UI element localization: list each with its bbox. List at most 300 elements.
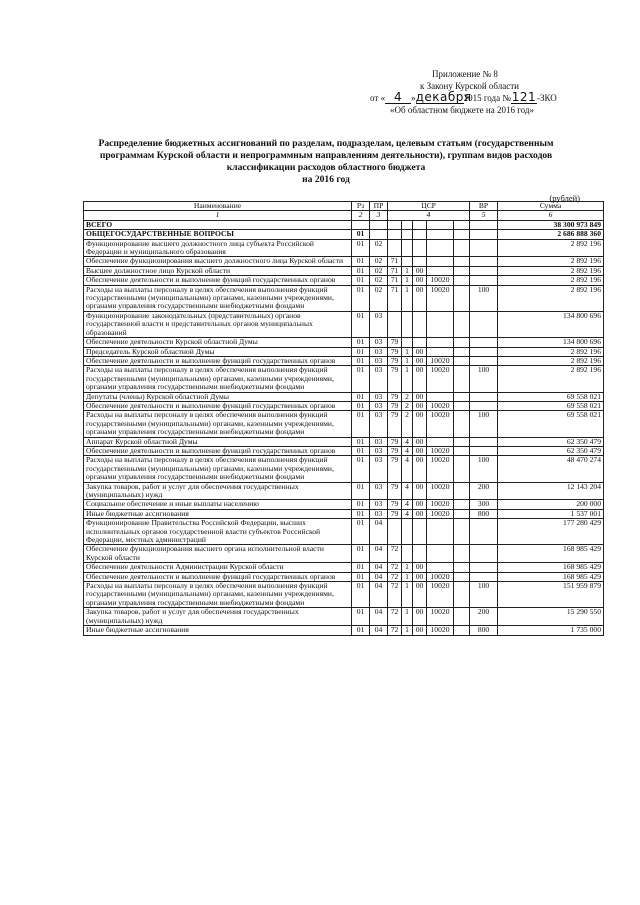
row-vr — [470, 519, 498, 545]
row-csr-direction: 10020 — [427, 626, 454, 635]
row-name: Обеспечение деятельности Курской областной Думы — [84, 338, 352, 347]
row-vr: 100 — [470, 411, 498, 437]
document-title — [80, 138, 572, 186]
row-csr-direction — [427, 257, 454, 266]
row-csr-main-event: 00 — [413, 572, 427, 581]
row-csr-extra — [454, 519, 470, 545]
row-sum: 12 143 204 — [498, 482, 604, 500]
row-vr: 800 — [470, 626, 498, 635]
row-csr-subprogram: 4 — [402, 446, 413, 455]
row-name: ОБЩЕГОСУДАРСТВЕННЫЕ ВОПРОСЫ — [84, 230, 352, 239]
row-csr-direction — [427, 392, 454, 401]
row-csr-extra — [454, 285, 470, 311]
row-name: Обеспечение функционирования высшего должностного лица Курской области — [84, 257, 352, 266]
row-sum: 38 300 973 849 — [498, 220, 604, 229]
row-csr-extra — [454, 266, 470, 275]
row-pr: 04 — [370, 572, 388, 581]
row-pr: 03 — [370, 392, 388, 401]
row-csr-subprogram — [402, 519, 413, 545]
row-csr-direction: 10020 — [427, 446, 454, 455]
row-pr: 04 — [370, 519, 388, 545]
row-name: Иные бюджетные ассигнования — [84, 509, 352, 518]
row-pr: 04 — [370, 545, 388, 563]
row-pr: 03 — [370, 500, 388, 509]
row-pr: 03 — [370, 338, 388, 347]
row-csr-main-event — [413, 545, 427, 563]
row-pr: 03 — [370, 356, 388, 365]
row-name: Обеспечение деятельности и выполнение функций государственных органов — [84, 356, 352, 365]
row-csr-direction — [427, 220, 454, 229]
row-csr-program: 79 — [388, 347, 402, 356]
row-vr: 200 — [470, 608, 498, 626]
header-vr: ВР — [470, 202, 498, 211]
row-name: Расходы на выплаты персоналу в целях обеспечения выполнения функций государственными (муниципальными) органами, казенными учреждениями, органами управления государственными внебюджетными фондами — [84, 456, 352, 482]
row-pr: 03 — [370, 311, 388, 337]
row-csr-program: 72 — [388, 608, 402, 626]
row-pr: 04 — [370, 563, 388, 572]
row-vr — [470, 220, 498, 229]
row-csr-main-event: 00 — [413, 356, 427, 365]
law-number: 121 — [511, 90, 537, 104]
row-vr — [470, 572, 498, 581]
row-name: Закупка товаров, работ и услуг для обеспечения государственных (муниципальных) нужд — [84, 482, 352, 500]
row-name: Обеспечение деятельности и выполнение функций государственных органов — [84, 572, 352, 581]
row-rz: 01 — [352, 563, 370, 572]
row-csr-direction — [427, 563, 454, 572]
table-row — [84, 446, 604, 455]
units-label: (рублей) — [549, 193, 580, 203]
row-csr-program: 79 — [388, 446, 402, 455]
table-header-row — [84, 202, 604, 211]
row-csr-main-event — [413, 257, 427, 266]
row-csr-program: 72 — [388, 563, 402, 572]
row-csr-main-event: 00 — [413, 563, 427, 572]
row-sum: 2 892 196 — [498, 366, 604, 392]
row-csr-program: 71 — [388, 285, 402, 311]
row-pr: 03 — [370, 411, 388, 437]
row-sum: 62 350 479 — [498, 446, 604, 455]
row-rz: 01 — [352, 347, 370, 356]
row-name: Функционирование законодательных (представительных) органов государственной власти и представительных органов муниципальных образований — [84, 311, 352, 337]
row-csr-extra — [454, 500, 470, 509]
row-csr-subprogram: 1 — [402, 572, 413, 581]
table-row — [84, 276, 604, 285]
row-name: Закупка товаров, работ и услуг для обеспечения государственных (муниципальных) нужд — [84, 608, 352, 626]
table-row — [84, 482, 604, 500]
row-csr-subprogram: 1 — [402, 608, 413, 626]
row-sum: 134 800 696 — [498, 311, 604, 337]
row-rz: 01 — [352, 276, 370, 285]
table-body — [84, 220, 604, 635]
row-rz: 01 — [352, 582, 370, 608]
row-csr-extra — [454, 356, 470, 365]
row-vr — [470, 401, 498, 410]
col-number-vr: 5 — [470, 211, 498, 220]
row-csr-main-event: 00 — [413, 366, 427, 392]
row-rz: 01 — [352, 285, 370, 311]
row-csr-direction: 10020 — [427, 456, 454, 482]
row-csr-subprogram — [402, 239, 413, 257]
header-csr: ЦСР — [388, 202, 470, 211]
row-csr-main-event: 00 — [413, 347, 427, 356]
row-pr: 03 — [370, 437, 388, 446]
row-csr-subprogram: 1 — [402, 582, 413, 608]
row-csr-program: 72 — [388, 582, 402, 608]
row-csr-direction: 10020 — [427, 285, 454, 311]
row-rz: 01 — [352, 500, 370, 509]
row-vr — [470, 392, 498, 401]
title-line-2: программам Курской области и непрограммным направлениям деятельности), группам видов расходов — [99, 150, 553, 161]
table-row — [84, 356, 604, 365]
row-csr-main-event: 00 — [413, 392, 427, 401]
row-sum: 177 280 429 — [498, 519, 604, 545]
row-csr-extra — [454, 411, 470, 437]
row-rz: 01 — [352, 239, 370, 257]
table-row — [84, 220, 604, 229]
column-number-row — [84, 211, 604, 220]
row-sum: 168 985 429 — [498, 563, 604, 572]
table-row — [84, 392, 604, 401]
row-csr-program: 79 — [388, 456, 402, 482]
row-csr-subprogram: 1 — [402, 366, 413, 392]
row-rz: 01 — [352, 230, 370, 239]
table-row — [84, 626, 604, 635]
row-pr: 04 — [370, 608, 388, 626]
row-csr-main-event — [413, 239, 427, 257]
row-csr-main-event: 00 — [413, 482, 427, 500]
header-name: Наименование — [84, 202, 352, 211]
row-vr — [470, 239, 498, 257]
row-vr — [470, 356, 498, 365]
date-prefix: от « — [370, 93, 386, 103]
row-csr-program: 79 — [388, 392, 402, 401]
date-year: 2015 года № — [463, 93, 511, 103]
row-csr-extra — [454, 239, 470, 257]
row-csr-subprogram — [402, 311, 413, 337]
row-csr-subprogram: 4 — [402, 456, 413, 482]
row-csr-program: 79 — [388, 482, 402, 500]
row-csr-direction — [427, 347, 454, 356]
row-sum: 2 892 196 — [498, 239, 604, 257]
row-csr-main-event: 00 — [413, 446, 427, 455]
row-rz: 01 — [352, 366, 370, 392]
table-row — [84, 572, 604, 581]
row-vr — [470, 230, 498, 239]
law-date-line — [370, 92, 600, 104]
table-row — [84, 366, 604, 392]
table-row — [84, 285, 604, 311]
row-vr — [470, 276, 498, 285]
row-pr: 03 — [370, 456, 388, 482]
row-pr: 02 — [370, 239, 388, 257]
row-sum: 69 558 021 — [498, 392, 604, 401]
header-sum: Сумма — [498, 202, 604, 211]
row-sum: 2 892 196 — [498, 266, 604, 275]
row-csr-direction — [427, 266, 454, 275]
budget-table — [83, 201, 604, 636]
row-name: Иные бюджетные ассигнования — [84, 626, 352, 635]
row-rz — [352, 220, 370, 229]
row-csr-main-event: 00 — [413, 582, 427, 608]
row-pr: 02 — [370, 276, 388, 285]
col-number-pr: 3 — [370, 211, 388, 220]
row-csr-subprogram: 1 — [402, 356, 413, 365]
row-csr-extra — [454, 230, 470, 239]
row-name: Председатель Курской областной Думы — [84, 347, 352, 356]
date-month: декабря — [415, 90, 472, 104]
row-pr: 02 — [370, 257, 388, 266]
row-csr-program: 79 — [388, 356, 402, 365]
row-csr-direction: 10020 — [427, 276, 454, 285]
row-csr-main-event: 00 — [413, 437, 427, 446]
row-csr-extra — [454, 392, 470, 401]
row-name: Аппарат Курской областной Думы — [84, 437, 352, 446]
row-csr-direction: 10020 — [427, 401, 454, 410]
row-csr-extra — [454, 626, 470, 635]
row-csr-subprogram: 1 — [402, 563, 413, 572]
row-csr-extra — [454, 482, 470, 500]
row-csr-main-event: 00 — [413, 401, 427, 410]
row-sum: 134 800 696 — [498, 338, 604, 347]
row-pr — [370, 230, 388, 239]
row-csr-subprogram: 2 — [402, 411, 413, 437]
row-csr-direction — [427, 338, 454, 347]
row-csr-subprogram: 1 — [402, 285, 413, 311]
row-rz: 01 — [352, 257, 370, 266]
row-rz: 01 — [352, 338, 370, 347]
row-csr-extra — [454, 545, 470, 563]
row-pr: 03 — [370, 401, 388, 410]
row-csr-direction: 10020 — [427, 608, 454, 626]
row-csr-main-event: 00 — [413, 276, 427, 285]
row-csr-direction — [427, 230, 454, 239]
row-csr-extra — [454, 257, 470, 266]
row-csr-program — [388, 220, 402, 229]
row-csr-program: 79 — [388, 437, 402, 446]
law-name: «Об областном бюджете на 2016 год» — [390, 105, 534, 115]
row-pr: 04 — [370, 582, 388, 608]
row-csr-extra — [454, 311, 470, 337]
row-csr-extra — [454, 563, 470, 572]
row-vr — [470, 347, 498, 356]
row-name: Социальное обеспечение и иные выплаты населению — [84, 500, 352, 509]
table-row — [84, 230, 604, 239]
row-name: ВСЕГО — [84, 220, 352, 229]
row-csr-subprogram: 1 — [402, 626, 413, 635]
table-row — [84, 608, 604, 626]
row-csr-direction — [427, 519, 454, 545]
row-csr-direction: 10020 — [427, 366, 454, 392]
row-rz: 01 — [352, 266, 370, 275]
row-csr-main-event: 00 — [413, 626, 427, 635]
row-pr: 03 — [370, 446, 388, 455]
row-csr-main-event: 00 — [413, 266, 427, 275]
row-vr — [470, 266, 498, 275]
row-rz: 01 — [352, 519, 370, 545]
row-pr: 03 — [370, 509, 388, 518]
row-sum: 1 537 001 — [498, 509, 604, 518]
row-csr-subprogram — [402, 257, 413, 266]
col-number-sum: 6 — [498, 211, 604, 220]
table-row — [84, 437, 604, 446]
row-csr-direction: 10020 — [427, 356, 454, 365]
row-name: Функционирование высшего должностного лица субъекта Российской Федерации и муниципального образования — [84, 239, 352, 257]
row-csr-program: 79 — [388, 401, 402, 410]
row-vr: 100 — [470, 582, 498, 608]
row-csr-extra — [454, 276, 470, 285]
row-csr-extra — [454, 509, 470, 518]
row-csr-main-event — [413, 220, 427, 229]
row-csr-program: 79 — [388, 338, 402, 347]
row-sum: 15 290 550 — [498, 608, 604, 626]
row-rz: 01 — [352, 572, 370, 581]
table-row — [84, 500, 604, 509]
row-name: Обеспечение деятельности и выполнение функций государственных органов — [84, 276, 352, 285]
row-csr-subprogram: 1 — [402, 347, 413, 356]
row-csr-extra — [454, 338, 470, 347]
row-vr: 100 — [470, 456, 498, 482]
row-rz: 01 — [352, 311, 370, 337]
row-sum: 69 558 021 — [498, 411, 604, 437]
row-vr: 100 — [470, 366, 498, 392]
row-csr-main-event: 00 — [413, 411, 427, 437]
row-name: Расходы на выплаты персоналу в целях обеспечения выполнения функций государственными (муниципальными) органами, казенными учреждениями, органами управления государственными внебюджетными фондами — [84, 366, 352, 392]
row-vr: 800 — [470, 509, 498, 518]
title-line-1: Распределение бюджетных ассигнований по разделам, подразделам, целевым статьям (государственным — [98, 138, 554, 149]
row-csr-program: 72 — [388, 626, 402, 635]
row-sum: 2 892 196 — [498, 285, 604, 311]
row-csr-extra — [454, 572, 470, 581]
row-csr-subprogram: 1 — [402, 276, 413, 285]
row-csr-subprogram: 4 — [402, 509, 413, 518]
row-csr-direction: 10020 — [427, 572, 454, 581]
row-csr-subprogram — [402, 338, 413, 347]
row-sum: 200 000 — [498, 500, 604, 509]
row-sum: 168 985 429 — [498, 572, 604, 581]
col-number-name: 1 — [84, 211, 352, 220]
table-row — [84, 338, 604, 347]
row-rz: 01 — [352, 356, 370, 365]
row-rz: 01 — [352, 446, 370, 455]
row-pr: 02 — [370, 266, 388, 275]
row-sum: 48 470 274 — [498, 456, 604, 482]
row-csr-program: 71 — [388, 266, 402, 275]
law-reference: к Закону Курской области — [420, 81, 519, 91]
row-pr: 02 — [370, 285, 388, 311]
row-csr-program: 79 — [388, 366, 402, 392]
row-csr-subprogram: 4 — [402, 500, 413, 509]
row-rz: 01 — [352, 392, 370, 401]
row-rz: 01 — [352, 509, 370, 518]
header-pr: ПР — [370, 202, 388, 211]
row-csr-direction: 10020 — [427, 582, 454, 608]
row-rz: 01 — [352, 545, 370, 563]
row-sum: 2 892 196 — [498, 257, 604, 266]
row-csr-subprogram: 4 — [402, 482, 413, 500]
row-csr-program — [388, 239, 402, 257]
row-vr — [470, 257, 498, 266]
row-sum: 2 686 888 360 — [498, 230, 604, 239]
row-csr-main-event: 00 — [413, 608, 427, 626]
row-sum: 1 735 000 — [498, 626, 604, 635]
row-csr-subprogram — [402, 220, 413, 229]
row-vr — [470, 311, 498, 337]
row-csr-extra — [454, 347, 470, 356]
table-row — [84, 311, 604, 337]
title-line-4: на 2016 год — [302, 174, 350, 185]
table-row — [84, 257, 604, 266]
row-csr-program: 71 — [388, 276, 402, 285]
row-csr-main-event: 00 — [413, 456, 427, 482]
row-csr-main-event: 00 — [413, 285, 427, 311]
row-name: Обеспечение функционирования высшего органа исполнительной власти Курской области — [84, 545, 352, 563]
row-csr-direction: 10020 — [427, 411, 454, 437]
row-csr-subprogram: 4 — [402, 437, 413, 446]
row-csr-subprogram — [402, 545, 413, 563]
title-line-3: классификации расходов областного бюджета — [226, 162, 426, 173]
row-csr-direction — [427, 545, 454, 563]
row-vr — [470, 446, 498, 455]
row-rz: 01 — [352, 626, 370, 635]
row-vr — [470, 545, 498, 563]
row-pr: 04 — [370, 626, 388, 635]
row-name: Обеспечение деятельности и выполнение функций государственных органов — [84, 401, 352, 410]
row-csr-program: 72 — [388, 572, 402, 581]
row-csr-extra — [454, 582, 470, 608]
row-name: Обеспечение деятельности Администрации Курской области — [84, 563, 352, 572]
row-csr-program: 79 — [388, 509, 402, 518]
row-csr-extra — [454, 366, 470, 392]
row-pr: 03 — [370, 347, 388, 356]
table-row — [84, 509, 604, 518]
row-csr-subprogram — [402, 230, 413, 239]
row-name: Обеспечение деятельности и выполнение функций государственных органов — [84, 446, 352, 455]
row-csr-program: 71 — [388, 257, 402, 266]
row-sum: 2 892 196 — [498, 356, 604, 365]
row-pr: 03 — [370, 366, 388, 392]
row-csr-direction — [427, 437, 454, 446]
row-csr-extra — [454, 437, 470, 446]
col-number-csr: 4 — [388, 211, 470, 220]
row-csr-extra — [454, 401, 470, 410]
row-sum: 151 959 879 — [498, 582, 604, 608]
row-csr-program: 79 — [388, 411, 402, 437]
table-row — [84, 266, 604, 275]
row-csr-direction: 10020 — [427, 482, 454, 500]
table-row — [84, 401, 604, 410]
table-row — [84, 411, 604, 437]
row-csr-extra — [454, 456, 470, 482]
law-suffix: -ЗКО — [536, 93, 557, 103]
row-vr: 200 — [470, 482, 498, 500]
col-number-rz: 2 — [352, 211, 370, 220]
row-csr-main-event — [413, 311, 427, 337]
table-row — [84, 582, 604, 608]
row-name: Высшее должностное лицо Курской области — [84, 266, 352, 275]
row-pr: 03 — [370, 482, 388, 500]
row-name: Расходы на выплаты персоналу в целях обеспечения выполнения функций государственными (муниципальными) органами, казенными учреждениями, органами управления государственными внебюджетными фондами — [84, 582, 352, 608]
row-vr — [470, 338, 498, 347]
table-row — [84, 347, 604, 356]
row-name: Расходы на выплаты персоналу в целях обеспечения выполнения функций государственными (муниципальными) органами, казенными учреждениями, органами управления государственными внебюджетными фондами — [84, 285, 352, 311]
row-sum: 2 892 196 — [498, 347, 604, 356]
appendix-number: Приложение № 8 — [432, 69, 498, 79]
row-csr-direction — [427, 239, 454, 257]
row-rz: 01 — [352, 456, 370, 482]
row-sum: 69 558 021 — [498, 401, 604, 410]
row-csr-subprogram: 2 — [402, 401, 413, 410]
row-csr-direction: 10020 — [427, 509, 454, 518]
